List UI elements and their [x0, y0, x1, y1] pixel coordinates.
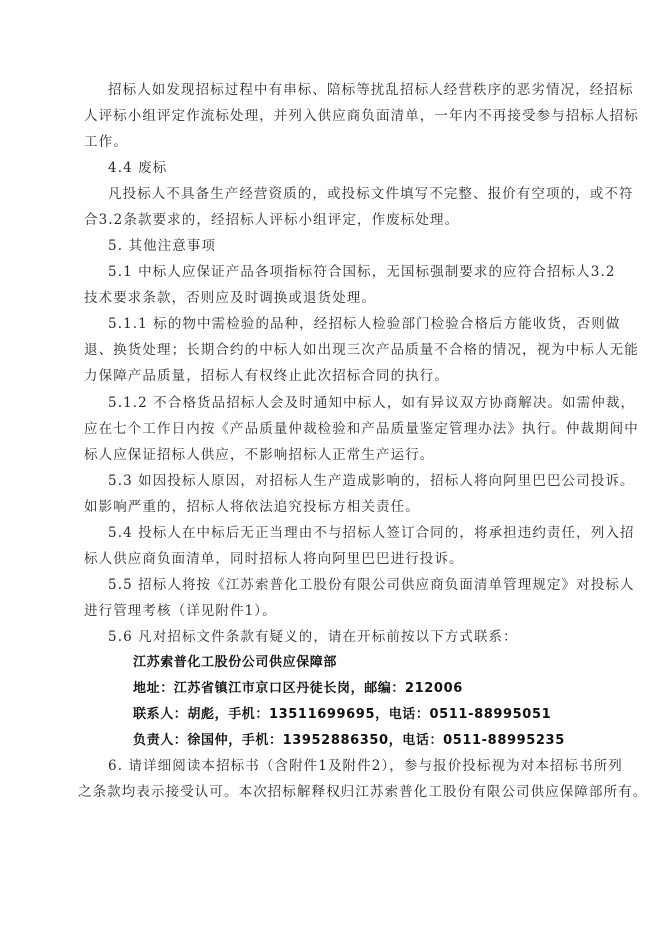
clause-5-4-line-1: 5.4 投标人在中标后无正当理由不与招标人签订合同的，将承担违约责任，列入招 [108, 525, 635, 541]
contact-person: 联系人：胡彪，手机：13511699695，电话：0511-88995051 [133, 707, 552, 722]
clause-5-1-1-line-2: 退、换货处理；长期合约的中标人如出现三次产品质量不合格的情况，视为中标人无能 [84, 342, 639, 358]
paragraph-invalid-bid-line-1: 凡投标人不具备生产经营资质的，或投标文件填写不完整、报价有空项的，或不符 [108, 186, 634, 202]
clause-5-5-line-1: 5.5 招标人将按《江苏索普化工股份有限公司供应商负面清单管理规定》对投标人 [108, 577, 635, 593]
clause-5-1-1-line-1: 5.1.1 标的物中需检验的品种，经招标人检验部门检验合格后方能收货，否则做 [108, 316, 621, 332]
clause-5-1-line-2: 技术要求条款，否则应及时调换或退货处理。 [84, 290, 376, 306]
section-heading-5: 5. 其他注意事项 [108, 238, 217, 254]
contact-department: 江苏索普化工股份公司供应保障部 [133, 655, 338, 670]
paragraph-invalid-bid-line-2: 合3.2条款要求的，经招标人评标小组评定，作废标处理。 [84, 212, 460, 228]
responsible-person: 负责人：徐国仲，手机：13952886350，电话：0511-88995235 [133, 733, 565, 748]
clause-5-1-2-line-2: 应在七个工作日内按《产品质量仲裁检验和产品质量鉴定管理办法》执行。仲裁期间中 [84, 421, 639, 437]
clause-6-line-1: 6. 请详细阅读本招标书（含附件1及附件2），参与报价投标视为对本招标书所列 [108, 758, 623, 774]
clause-5-3-line-2: 如影响严重的，招标人将依法追究投标方相关责任。 [84, 499, 420, 515]
clause-5-4-line-2: 标人供应商负面清单，同时招标人将向阿里巴巴进行投诉。 [84, 551, 464, 567]
clause-5-5-line-2: 进行管理考核（详见附件1）。 [84, 603, 277, 619]
clause-5-6: 5.6 凡对招标文件条款有疑义的，请在开标前按以下方式联系： [108, 629, 518, 645]
section-heading-4-4: 4.4 废标 [108, 160, 168, 176]
clause-5-1-2-line-1: 5.1.2 不合格货品招标人会及时通知中标人，如有异议双方协商解决。如需仲裁， [108, 395, 636, 411]
contact-address: 地址：江苏省镇江市京口区丹徒长岗，邮编：212006 [133, 681, 463, 696]
paragraph-disruption-line-2: 人评标小组评定作流标处理，并列入供应商负面清单，一年内不再接受参与招标人招标 [84, 108, 639, 124]
paragraph-disruption-line-1: 招标人如发现招标过程中有串标、陪标等扰乱招标人经营秩序的恶劣情况，经招标 [108, 82, 634, 98]
clause-5-1-2-line-3: 标人应保证招标人供应，不影响招标人正常生产运行。 [84, 447, 435, 463]
clause-5-3-line-1: 5.3 如因投标人原因，对招标人生产造成影响的，招标人将向阿里巴巴公司投诉。 [108, 473, 635, 489]
clause-5-1-1-line-3: 力保障产品质量，招标人有权终止此次招标合同的执行。 [84, 368, 449, 384]
clause-6-line-2: 之条款均表示接受认可。本次招标解释权归江苏索普化工股份有限公司供应保障部所有。 [78, 784, 648, 800]
clause-5-1-line-1: 5.1 中标人应保证产品各项指标符合国标，无国标强制要求的应符合招标人3.2 [108, 264, 616, 280]
paragraph-disruption-line-3: 工作。 [84, 134, 128, 150]
